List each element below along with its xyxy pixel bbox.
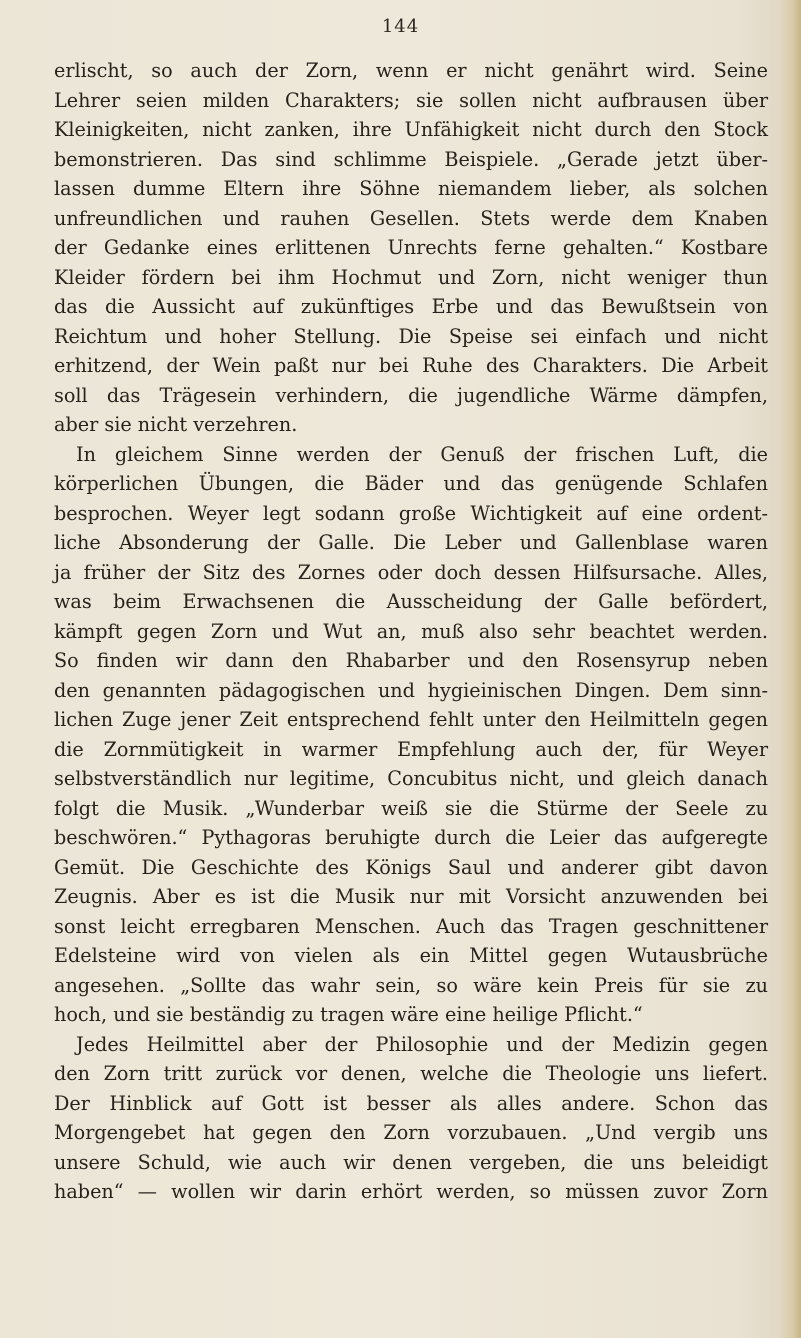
text-line: aber sie nicht verzehren. <box>54 413 298 436</box>
text-line: Reichtum und hoher Stellung. Die Speise sei einfach und nicht <box>54 324 768 348</box>
text-line: kämpft gegen Zorn und Wut an, muß also sehr beachtet werden. <box>54 619 768 643</box>
text-line: Gemüt. Die Geschichte des Königs Saul und anderer gibt davon <box>54 855 768 879</box>
text-line: folgt die Musik. „Wunderbar weiß sie die Stürme der Seele zu <box>54 796 768 820</box>
text-line: den Zorn tritt zurück vor denen, welche die Theologie uns liefert. <box>54 1062 768 1085</box>
text-line: Kleinigkeiten, nicht zanken, ihre Unfähigkeit nicht durch den Stock <box>54 118 768 141</box>
text-line: liche Absonderung der Galle. Die Leber und Gallenblase waren <box>54 531 768 554</box>
text-line: körperlichen Übungen, die Bäder und das genügende Schlafen <box>54 472 768 495</box>
text-line: unsere Schuld, wie auch wir denen vergeben, die uns beleidigt <box>54 1150 768 1174</box>
text-line: soll das Trägesein verhindern, die jugendliche Wärme dämpfen, <box>54 383 768 407</box>
text-line: die Zornmütigkeit in warmer Empfehlung auch der, für Weyer <box>54 737 768 761</box>
text-line: lichen Zuge jener Zeit entsprechend fehlt unter den Heilmitteln gegen <box>54 708 768 731</box>
text-line: ja früher der Sitz des Zornes oder doch dessen Hilfsursache. Alles, <box>54 560 768 584</box>
text-line: erhitzend, der Wein paßt nur bei Ruhe des Charakters. Die Arbeit <box>54 354 768 377</box>
text-line: Zeugnis. Aber es ist die Musik nur mit Vorsicht anzuwenden bei <box>54 885 768 908</box>
text-line: sonst leicht erregbaren Menschen. Auch das Tragen geschnittener <box>54 914 768 938</box>
text-line: Kleider fördern bei ihm Hochmut und Zorn, nicht weniger thun <box>54 265 768 289</box>
text-line: Der Hinblick auf Gott ist besser als alles andere. Schon das <box>54 1091 768 1115</box>
text-line: Jedes Heilmittel aber der Philosophie und der Medizin gegen <box>76 1032 768 1056</box>
text-line: hoch, und sie beständig zu tragen wäre eine heilige Pflicht.“ <box>54 1003 643 1026</box>
page-edge-shadow <box>779 0 801 1338</box>
text-line: lassen dumme Eltern ihre Söhne niemandem lieber, als solchen <box>54 177 768 200</box>
text-line: haben“ — wollen wir darin erhört werden, so müssen zuvor Zorn <box>54 1180 768 1203</box>
text-line: unfreundlichen und rauhen Gesellen. Stets werde dem Knaben <box>54 206 768 230</box>
text-line: So finden wir dann den Rhabarber und den Rosensyrup neben <box>54 649 768 672</box>
text-line: Edelsteine wird von vielen als ein Mittel gegen Wutausbrüche <box>54 944 768 967</box>
text-line: beschwören.“ Pythagoras beruhigte durch die Leier das aufgeregte <box>54 826 768 849</box>
text-line: In gleichem Sinne werden der Genuß der frischen Luft, die <box>76 442 768 466</box>
text-line: Lehrer seien milden Charakters; sie sollen nicht aufbrausen über <box>54 88 768 112</box>
text-line: das die Aussicht auf zukünftiges Erbe und das Bewußtsein von <box>54 295 768 318</box>
text-line: was beim Erwachsenen die Ausscheidung der Galle befördert, <box>54 590 768 613</box>
text-line: besprochen. Weyer legt sodann große Wichtigkeit auf eine ordent- <box>54 501 768 525</box>
text-line: angesehen. „Sollte das wahr sein, so wäre kein Preis für sie zu <box>54 973 768 997</box>
text-line: der Gedanke eines erlittenen Unrechts ferne gehalten.“ Kostbare <box>54 236 768 259</box>
text-line: den genannten pädagogischen und hygieinischen Dingen. Dem sinn- <box>54 678 768 702</box>
text-line: Morgengebet hat gegen den Zorn vorzubauen. „Und vergib uns <box>54 1121 768 1144</box>
text-line: erlischt, so auch der Zorn, wenn er nicht genährt wird. Seine <box>54 59 768 82</box>
text-line: selbstverständlich nur legitime, Concubitus nicht, und gleich danach <box>54 767 768 790</box>
body-text <box>54 56 768 1207</box>
page-number: 144 <box>381 16 420 37</box>
text-line: bemonstrieren. Das sind schlimme Beispiele. „Gerade jetzt über- <box>54 147 768 171</box>
